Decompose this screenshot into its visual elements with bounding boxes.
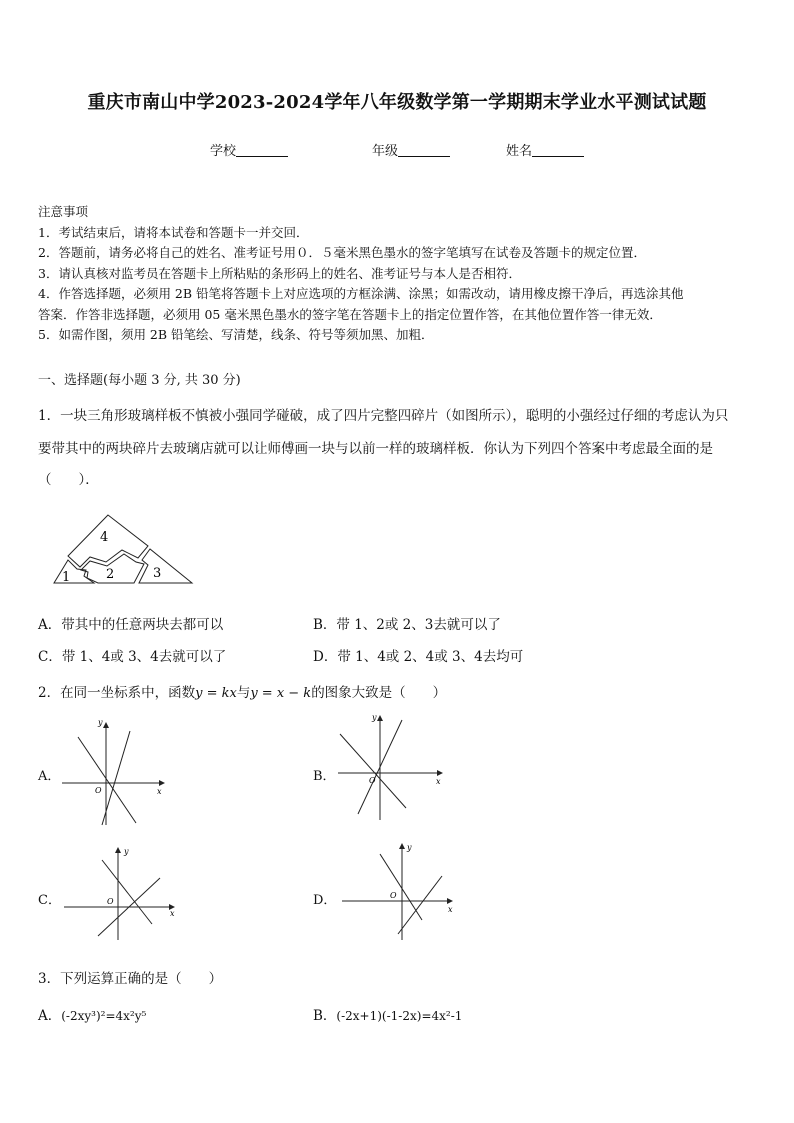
q3-option-a-text: (-2xy³)²=4x²y⁵ xyxy=(61,1009,147,1023)
piece-label: 2 xyxy=(106,567,115,582)
grade-blank[interactable] xyxy=(398,144,450,157)
school-label: 学校 xyxy=(210,144,237,159)
origin-label: O xyxy=(369,776,376,785)
q3-option-a[interactable] xyxy=(38,1004,146,1024)
x-axis-label: x xyxy=(157,787,162,796)
q2-graph-c[interactable] xyxy=(62,844,180,944)
q2-graph-b[interactable] xyxy=(336,712,448,824)
name-field[interactable] xyxy=(506,140,584,159)
q2-mid: 与 xyxy=(236,685,251,701)
q3-option-b-label: B． xyxy=(313,1008,337,1024)
piece-label: 4 xyxy=(100,530,109,545)
q2-option-d-label[interactable]: D． xyxy=(313,893,337,908)
q1-line2: 要带其中的两块碎片去玻璃店就可以让师傅画一块与以前一样的玻璃样板．你认为下列四个答案中考虑最全面的是 xyxy=(38,441,713,457)
note-item: 2．答题前，请务必将自己的姓名、准考证号用０．５毫米黑色墨水的签字笔填写在试卷及答题卡的规定位置． xyxy=(38,245,646,260)
q1-figure xyxy=(50,512,200,590)
q1-line3: （ ）． xyxy=(38,472,99,488)
q2-stem xyxy=(38,681,446,701)
line-y-kx xyxy=(78,737,136,823)
q2-function-1: y = kx xyxy=(195,686,237,701)
note-item: 4．作答选择题，必须用 2B 铅笔将答题卡上对应选项的方框涂满、涂黑；如需改动，请用橡皮擦干净后，再选涂其他 xyxy=(38,286,684,301)
y-axis-label: y xyxy=(124,847,129,856)
q1-option-d[interactable]: D．带 1、4或 2、4或 3、4去均可 xyxy=(313,649,524,665)
q2-graph-d[interactable] xyxy=(340,840,456,944)
line-y-x-minus-k xyxy=(398,876,442,934)
piece-label: 1 xyxy=(62,570,71,585)
q3-option-a-label: A． xyxy=(38,1008,62,1024)
grade-field[interactable] xyxy=(372,140,450,159)
q2-function-2: y = x − k xyxy=(250,686,312,701)
y-axis-label: y xyxy=(372,713,377,722)
name-blank[interactable] xyxy=(532,144,584,157)
piece-label: 3 xyxy=(153,566,162,581)
notes-section xyxy=(38,202,768,346)
x-axis-label: x xyxy=(170,909,175,918)
q1-option-a[interactable]: A．带其中的任意两块去都可以 xyxy=(38,617,224,633)
line-y-kx xyxy=(340,734,406,808)
origin-label: O xyxy=(390,891,397,900)
q2-option-a-label[interactable]: A． xyxy=(38,769,61,784)
page-title: 重庆市南山中学2023-2024学年八年级数学第一学期期末学业水平测试试题 xyxy=(87,92,707,113)
note-item: 1．考试结束后，请将本试卷和答题卡一并交回． xyxy=(38,224,309,240)
notes-heading: 注意事项 xyxy=(38,204,89,219)
y-axis-label: y xyxy=(98,718,103,727)
note-item: 答案．作答非选择题，必须用 05 毫米黑色墨水的签字笔在答题卡上的指定位置作答，在其他位置作答一律无效． xyxy=(38,306,662,322)
q2-option-b-label[interactable]: B． xyxy=(313,769,336,784)
q3-option-b-text: (-2x+1)(-1-2x)=4x²-1 xyxy=(336,1009,463,1023)
q3-stem: 3．下列运算正确的是（ ） xyxy=(38,971,223,987)
q2-option-c-label[interactable]: C． xyxy=(38,893,61,908)
x-axis-label: x xyxy=(436,777,441,786)
q1-line1: 1．一块三角形玻璃样板不慎被小强同学碰破，成了四片完整四碎片（如图所示），聪明的小强经过仔细的考虑认为只 xyxy=(38,408,729,424)
q2-graph-a[interactable] xyxy=(60,717,170,829)
school-field[interactable] xyxy=(210,140,288,159)
section-heading: 一、选择题(每小题 3 分, 共 30 分) xyxy=(38,373,241,388)
q2-prefix: 2．在同一坐标系中，函数 xyxy=(38,685,196,701)
q2-suffix: 的图象大致是（ ） xyxy=(311,685,447,701)
note-item: 5．如需作图，须用 2B 铅笔绘、写清楚，线条、符号等须加黑、加粗． xyxy=(38,327,434,342)
q1-option-b[interactable]: B．带 1、2或 2、3去就可以了 xyxy=(313,617,501,633)
q1-option-c[interactable]: C．带 1、4或 3、4去就可以了 xyxy=(38,649,227,665)
name-label: 姓名 xyxy=(506,144,533,159)
grade-label: 年级 xyxy=(372,144,399,159)
note-item: 3．请认真核对监考员在答题卡上所粘贴的条形码上的姓名、准考证号与本人是否相符． xyxy=(38,265,521,281)
y-axis-label: y xyxy=(407,843,412,852)
q3-option-b[interactable] xyxy=(313,1004,462,1024)
x-axis-label: x xyxy=(448,905,453,914)
school-blank[interactable] xyxy=(236,144,288,157)
piece-3-shape xyxy=(139,549,192,583)
origin-label: O xyxy=(107,897,114,906)
origin-label: O xyxy=(95,786,102,795)
